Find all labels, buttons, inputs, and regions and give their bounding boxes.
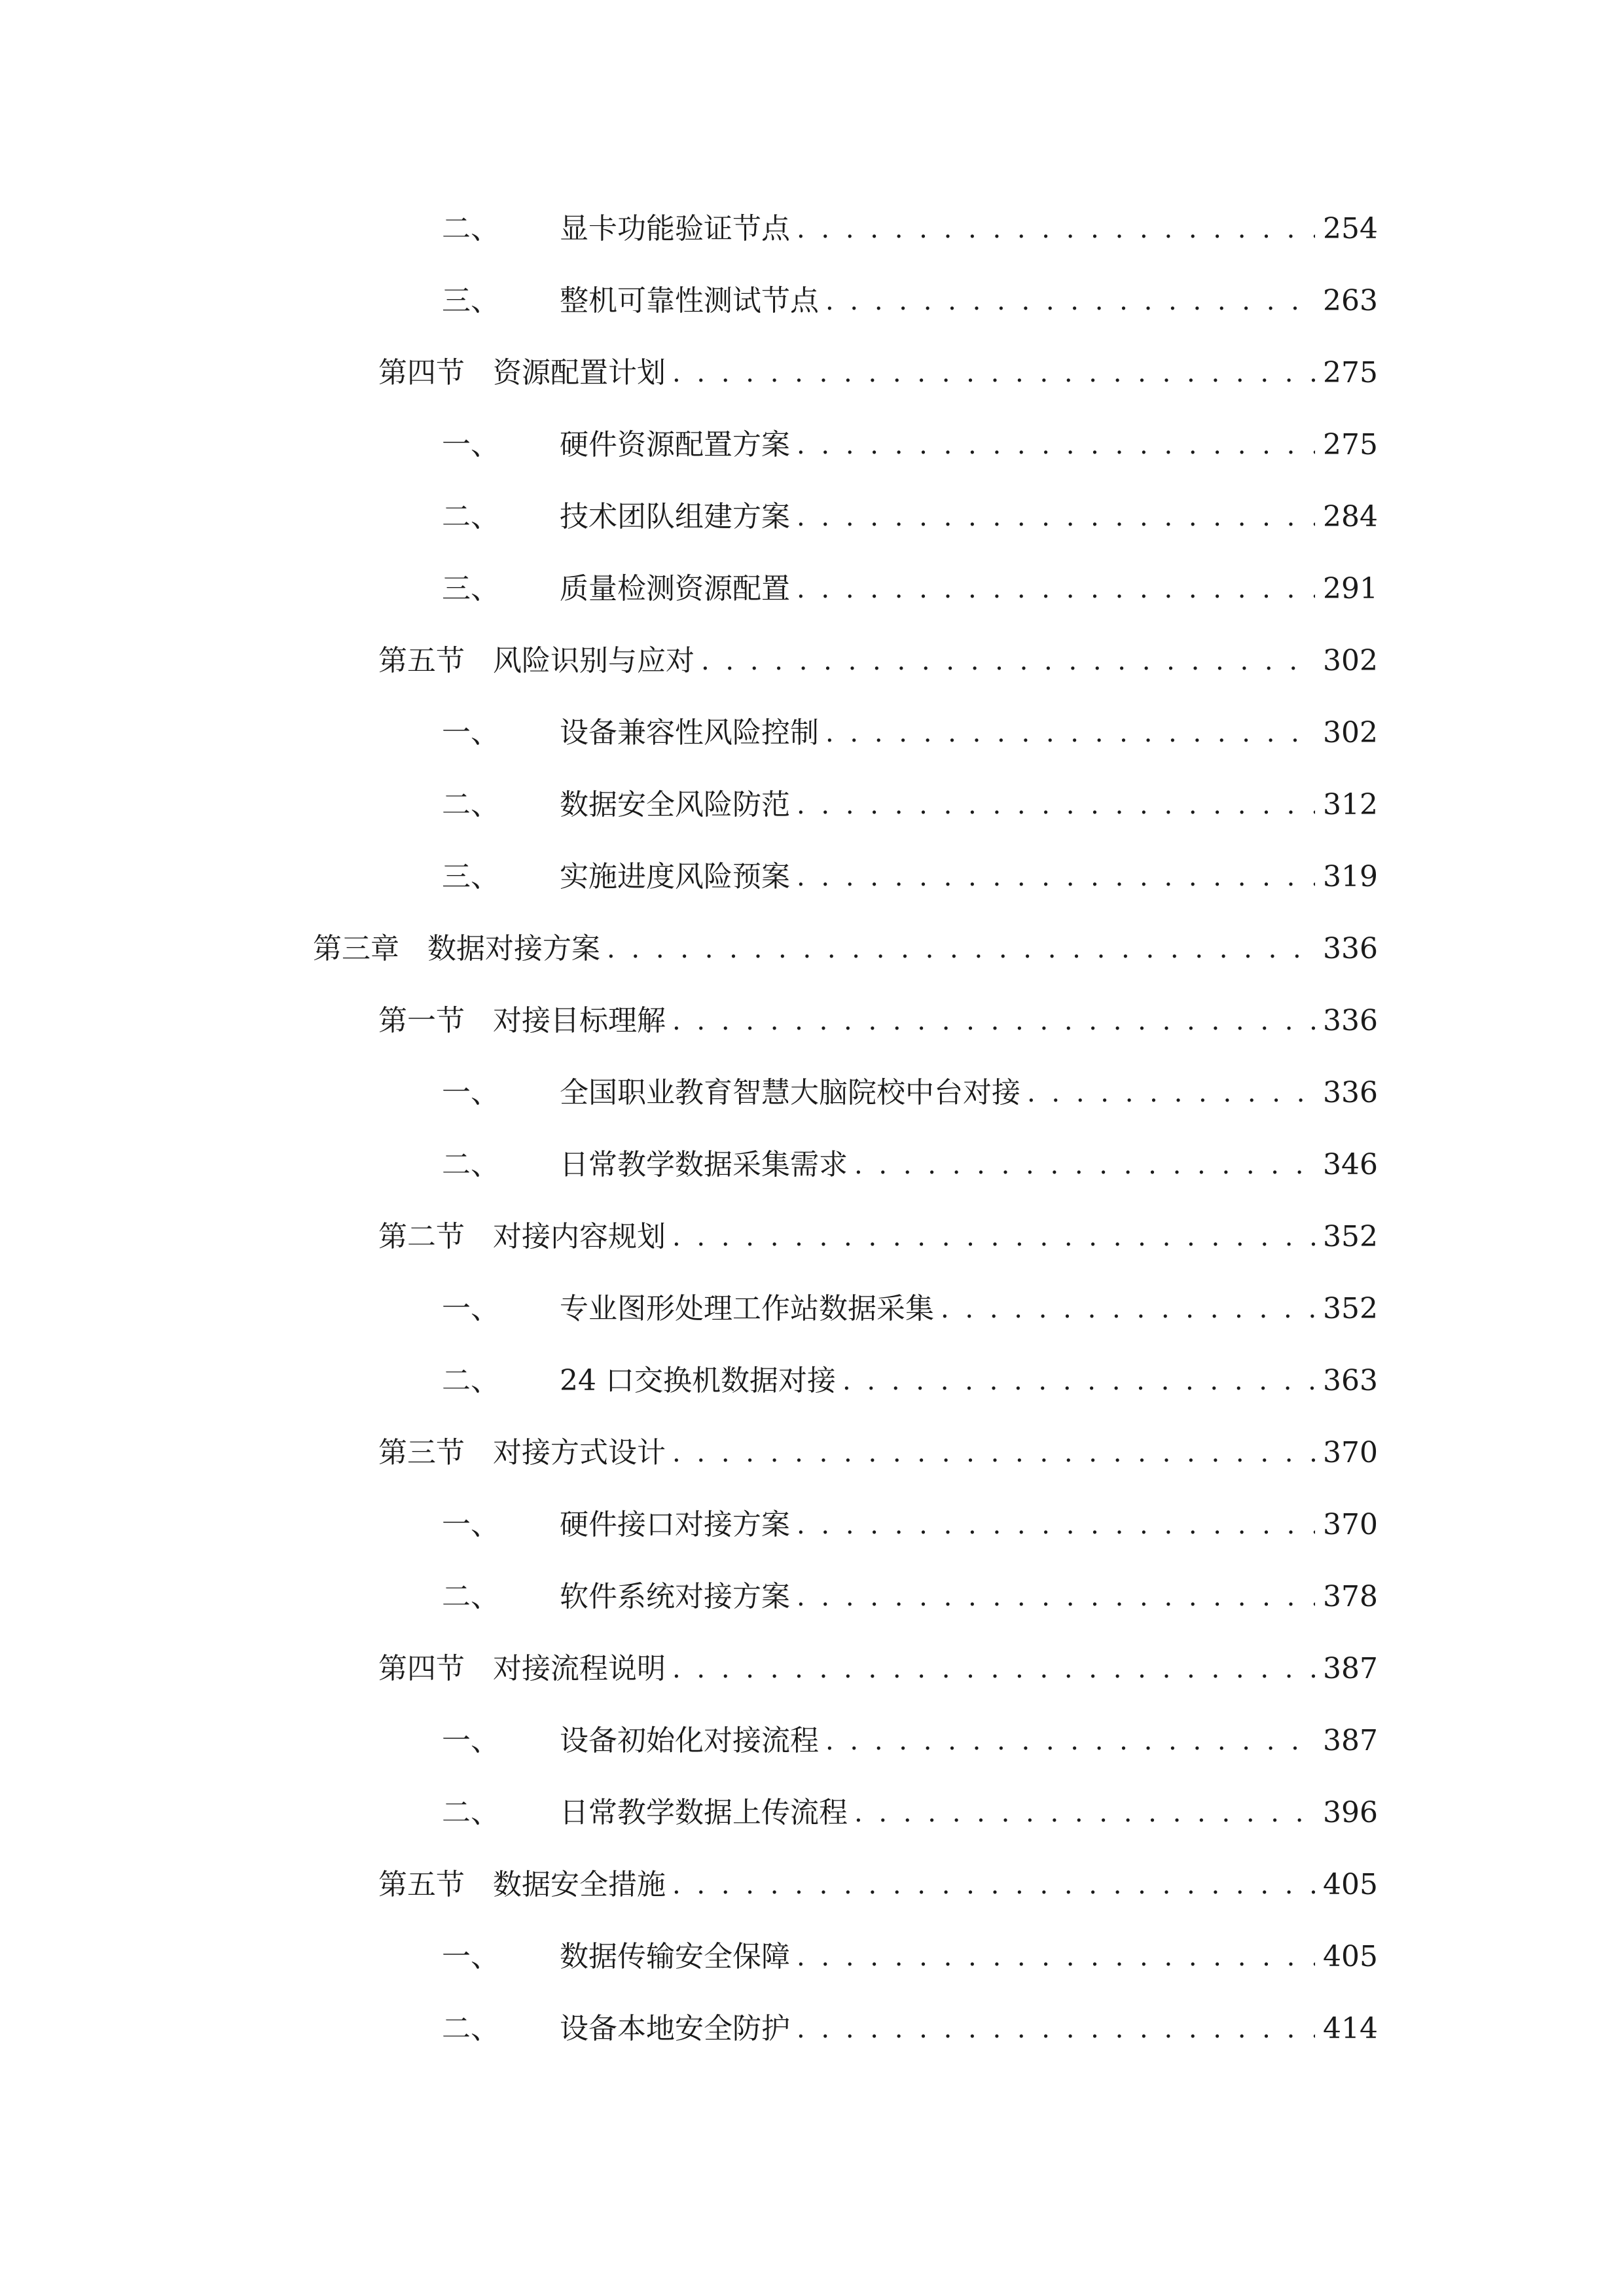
toc-entry-title: 质量检测资源配置 [560,572,790,605]
dot-leader [797,203,1315,255]
toc-entry-title: 对接目标理解 [493,1004,666,1037]
toc-entry[interactable] [378,1859,1378,1911]
toc-entry[interactable] [378,1211,1378,1263]
toc-entry[interactable] [442,779,1378,831]
dot-leader [797,563,1315,615]
toc-entry-number: 第三章 [313,932,399,965]
toc-entry-page: 396 [1323,1796,1378,1829]
toc-entry-page: 405 [1323,1868,1378,1901]
dot-leader [607,923,1315,975]
toc-entry-page: 336 [1323,1004,1378,1037]
toc-entry-title: 显卡功能验证节点 [560,212,790,245]
dot-leader [797,491,1315,543]
toc-entry-page: 263 [1323,284,1378,317]
toc-entry[interactable] [378,347,1378,399]
dot-leader [672,1427,1315,1479]
dot-leader [854,1139,1315,1191]
toc-entry[interactable] [442,1715,1378,1767]
toc-entry[interactable] [442,707,1378,759]
toc-entry-number: 第四节 [378,1652,465,1685]
toc-entry-page: 346 [1323,1148,1378,1181]
toc-entry-title: 设备兼容性风险控制 [560,716,819,749]
toc-entry[interactable] [442,419,1378,471]
toc-entry-number: 一、 [442,1940,499,1973]
toc-entry-page: 302 [1323,716,1378,749]
toc-entry-title: 对接流程说明 [493,1652,666,1685]
dot-leader [672,347,1315,399]
dot-leader [842,1355,1315,1407]
toc-entry-page: 254 [1323,212,1378,245]
dot-leader [825,1715,1315,1767]
toc-entry[interactable] [313,923,1378,975]
dot-leader [825,275,1315,327]
toc-entry[interactable] [378,995,1378,1047]
toc-entry-number: 一、 [442,1076,499,1109]
toc-entry-number: 二、 [442,788,499,821]
toc-entry[interactable] [442,1931,1378,1983]
dot-leader [797,2003,1315,2055]
dot-leader [672,1859,1315,1911]
toc-entry-title: 数据对接方案 [427,932,600,965]
toc-entry-title: 资源配置计划 [493,356,666,389]
toc-entry-title: 日常教学数据采集需求 [560,1148,848,1181]
toc-entry-page: 319 [1323,860,1378,893]
toc-entry-page: 352 [1323,1220,1378,1253]
toc-entry-title: 对接方式设计 [493,1436,666,1469]
toc-entry-number: 三、 [442,860,499,893]
toc-entry-page: 370 [1323,1508,1378,1541]
toc-entry-number: 第五节 [378,644,465,677]
toc-entry-number: 二、 [442,1580,499,1613]
toc-entry-page: 275 [1323,356,1378,389]
toc-entry-number: 第一节 [378,1004,465,1037]
toc-entry-number: 二、 [442,1364,499,1397]
toc-entry-number: 三、 [442,572,499,605]
toc-entry-title: 实施进度风险预案 [560,860,790,893]
toc-entry-title: 全国职业教育智慧大脑院校中台对接 [560,1076,1020,1109]
toc-entry-title: 设备本地安全防护 [560,2012,790,2045]
toc-entry-page: 284 [1323,500,1378,533]
toc-entry[interactable] [378,1427,1378,1479]
toc-entry-title: 设备初始化对接流程 [560,1724,819,1757]
toc-entry[interactable] [442,491,1378,543]
toc-entry-page: 378 [1323,1580,1378,1613]
dot-leader [825,707,1315,759]
dot-leader [797,419,1315,471]
toc-entry[interactable] [442,1571,1378,1623]
dot-leader [797,779,1315,831]
toc-entry[interactable] [442,851,1378,903]
toc-entry-title: 数据安全风险防范 [560,788,790,821]
toc-entry[interactable] [442,563,1378,615]
dot-leader [701,635,1315,687]
toc-entry[interactable] [442,1067,1378,1119]
toc-entry-number: 第二节 [378,1220,465,1253]
toc-entry-number: 一、 [442,1724,499,1757]
dot-leader [797,1571,1315,1623]
dot-leader [797,1499,1315,1551]
toc-entry[interactable] [442,1139,1378,1191]
toc-entry-number: 一、 [442,1508,499,1541]
toc-entry-title: 风险识别与应对 [493,644,695,677]
toc-entry-page: 336 [1323,932,1378,965]
toc-entry-page: 414 [1323,2012,1378,2045]
toc-entry[interactable] [442,203,1378,255]
toc-entry-title: 软件系统对接方案 [560,1580,790,1613]
toc-entry-page: 336 [1323,1076,1378,1109]
toc-entry[interactable] [442,1283,1378,1335]
dot-leader [672,1643,1315,1695]
toc-entry-number: 一、 [442,428,499,461]
toc-entry-page: 302 [1323,644,1378,677]
toc-entry-title: 技术团队组建方案 [560,500,790,533]
toc-entry-title: 专业图形处理工作站数据采集 [560,1292,934,1325]
toc-entry[interactable] [442,1499,1378,1551]
dot-leader [941,1283,1315,1335]
dot-leader [797,1931,1315,1983]
toc-entry-page: 387 [1323,1652,1378,1685]
toc-entry-page: 363 [1323,1364,1378,1397]
toc-entry-number: 一、 [442,1292,499,1325]
toc-entry-title: 数据安全措施 [493,1868,666,1901]
toc-entry-number: 二、 [442,1148,499,1181]
toc-entry-title: 整机可靠性测试节点 [560,284,819,317]
dot-leader [797,851,1315,903]
toc-entry-number: 二、 [442,2012,499,2045]
toc-entry-page: 291 [1323,572,1378,605]
toc-entry-title: 硬件接口对接方案 [560,1508,790,1541]
toc-entry-title: 对接内容规划 [493,1220,666,1253]
toc-entry-page: 405 [1323,1940,1378,1973]
toc-entry-page: 352 [1323,1292,1378,1325]
toc-entry[interactable] [378,635,1378,687]
toc-entry[interactable] [442,275,1378,327]
toc-entry-number: 第三节 [378,1436,465,1469]
toc-entry-page: 387 [1323,1724,1378,1757]
toc-entry-number: 二、 [442,1796,499,1829]
toc-entry[interactable] [442,1355,1378,1407]
dot-leader [1027,1067,1315,1119]
toc-entry-number: 一、 [442,716,499,749]
dot-leader [672,995,1315,1047]
toc-entry-number: 三、 [442,284,499,317]
toc-entry-number: 第四节 [378,356,465,389]
toc-entry-page: 275 [1323,428,1378,461]
toc-entry-page: 370 [1323,1436,1378,1469]
toc-entry-number: 二、 [442,500,499,533]
toc-entry-title: 24 口交换机数据对接 [560,1364,836,1397]
toc-entry[interactable] [442,2003,1378,2055]
dot-leader [854,1787,1315,1839]
toc-entry-number: 二、 [442,212,499,245]
toc-entry-title: 硬件资源配置方案 [560,428,790,461]
toc-entry[interactable] [442,1787,1378,1839]
toc-entry[interactable] [378,1643,1378,1695]
toc-entry-title: 日常教学数据上传流程 [560,1796,848,1829]
toc-entry-number: 第五节 [378,1868,465,1901]
toc-entry-page: 312 [1323,788,1378,821]
dot-leader [672,1211,1315,1263]
toc-entry-title: 数据传输安全保障 [560,1940,790,1973]
